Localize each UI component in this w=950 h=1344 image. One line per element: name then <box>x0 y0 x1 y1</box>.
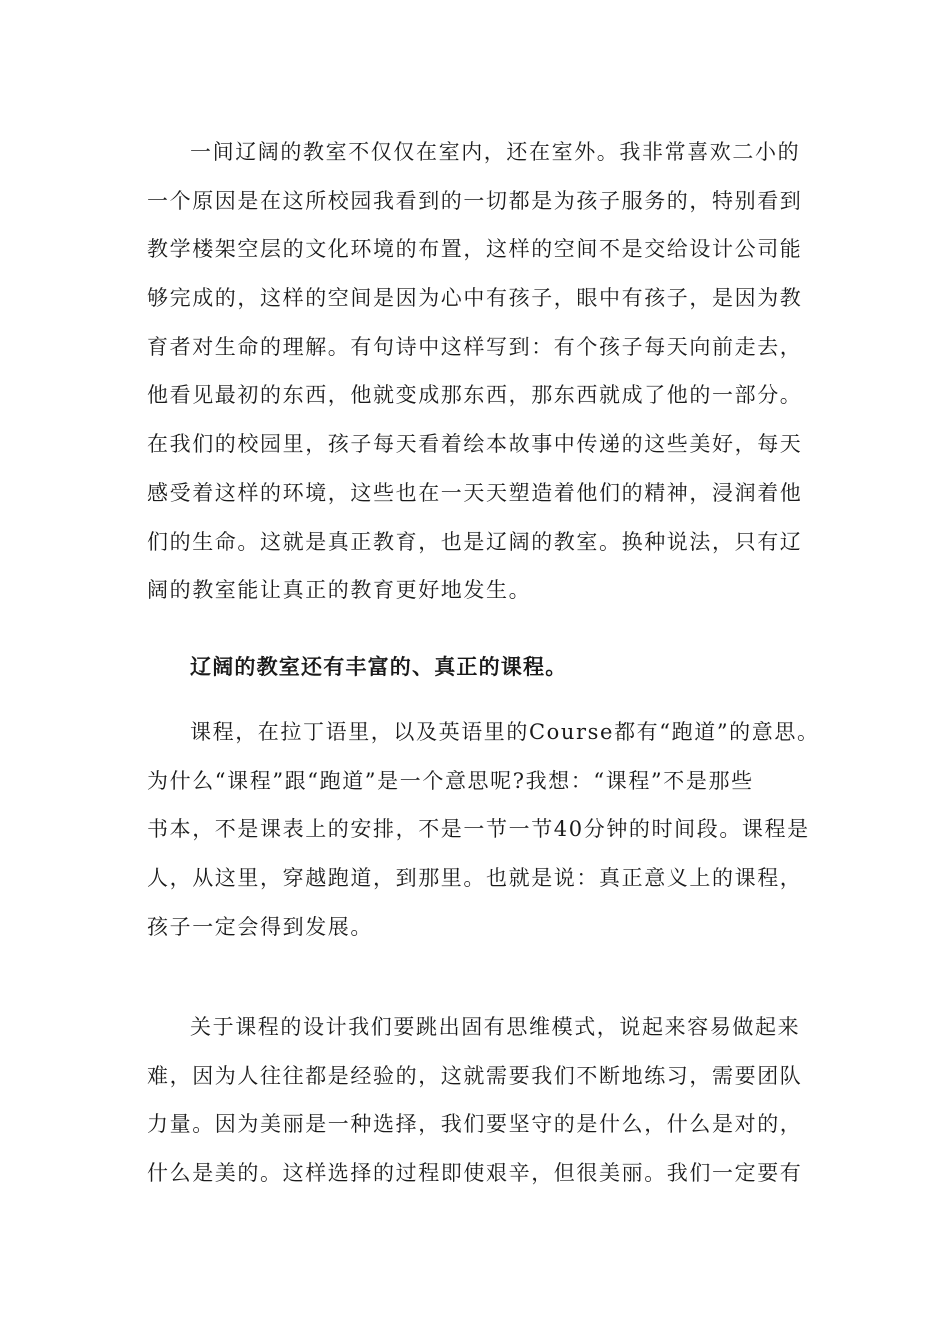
text-line: 们的生命。这就是真正教育，也是辽阔的教室。换种说法，只有辽 <box>147 529 803 554</box>
text-line: 力量。因为美丽是一种选择，我们要坚守的是什么，什么是对的， <box>147 1112 803 1137</box>
text-line: 课程，在拉丁语里，以及英语里的Course都有“跑道”的意思。 <box>190 720 820 744</box>
text-line: 一间辽阔的教室不仅仅在室内，还在室外。我非常喜欢二小的 <box>190 140 801 164</box>
text-line: 教学楼架空层的文化环境的布置，这样的空间不是交给设计公司能 <box>147 237 803 262</box>
heading-line: 辽阔的教室还有丰富的、真正的课程。 <box>190 654 568 679</box>
text-line: 书本，不是课表上的安排，不是一节一节40分钟的时间段。课程是 <box>147 817 810 842</box>
text-line: 人，从这里，穿越跑道，到那里。也就是说：真正意义上的课程， <box>147 866 803 891</box>
text-line: 难，因为人往往都是经验的，这就需要我们不断地练习，需要团队 <box>147 1063 803 1088</box>
text-line: 感受着这样的环境，这些也在一天天塑造着他们的精神，浸润着他 <box>147 480 803 505</box>
text-line: 够完成的，这样的空间是因为心中有孩子，眼中有孩子，是因为教 <box>147 286 803 311</box>
text-line: 什么是美的。这样选择的过程即使艰辛，但很美丽。我们一定要有 <box>147 1161 803 1186</box>
text-line: 一个原因是在这所校园我看到的一切都是为孩子服务的，特别看到 <box>147 188 803 213</box>
text-line: 他看见最初的东西，他就变成那东西，那东西就成了他的一部分。 <box>147 383 803 408</box>
text-line: 为什么“课程”跟“跑道”是一个意思呢?我想：“课程”不是那些 <box>147 768 754 793</box>
paragraph <box>147 128 827 615</box>
text-line: 阔的教室能让真正的教育更好地发生。 <box>147 578 532 603</box>
paragraph <box>147 1003 827 1198</box>
text-line: 孩子一定会得到发展。 <box>147 914 373 939</box>
section-heading <box>147 643 827 692</box>
text-line: 在我们的校园里，孩子每天看着绘本故事中传递的这些美好，每天 <box>147 432 803 457</box>
text-line: 关于课程的设计我们要跳出固有思维模式，说起来容易做起来 <box>190 1015 801 1039</box>
paragraph <box>147 708 827 951</box>
text-line: 育者对生命的理解。有句诗中这样写到：有个孩子每天向前走去， <box>147 334 803 359</box>
